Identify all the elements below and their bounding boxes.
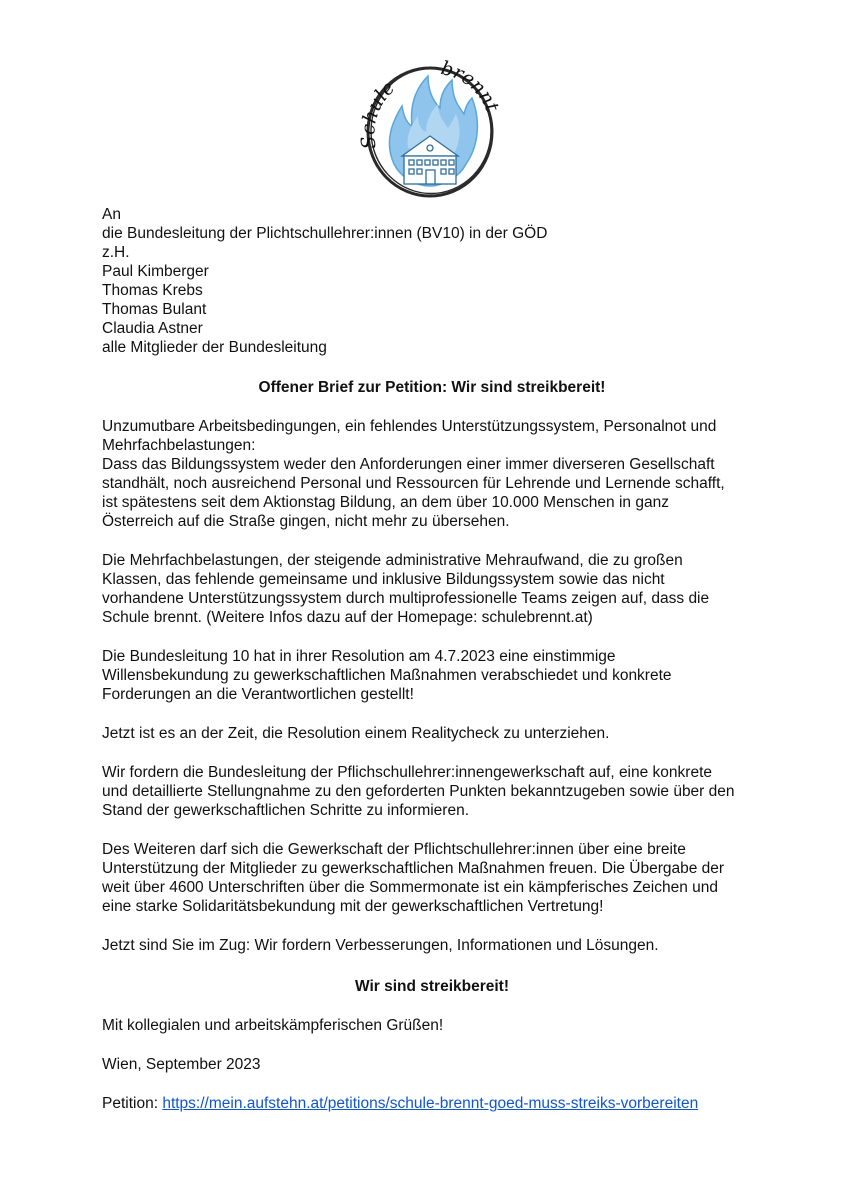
paragraph-3 (102, 647, 762, 704)
text-line: Mehrfachbelastungen: (102, 437, 256, 454)
petition-link[interactable]: https://mein.aufstehn.at/petitions/schule-brennt-goed-muss-streiks-vorbereiten (162, 1095, 699, 1112)
text-line: vorhandene Unterstützungssystem durch multiprofessionelle Teams zeigen auf, dass die (102, 590, 710, 607)
closing-line: Mit kollegialen und arbeitskämpferischen Grüßen! (102, 1017, 444, 1034)
place-date: Wien, September 2023 (102, 1056, 261, 1073)
text-line: Die Bundesleitung 10 hat in ihrer Resolution am 4.7.2023 eine einstimmige (102, 648, 616, 665)
paragraph-4 (102, 724, 762, 743)
address-line: die Bundesleitung der Plichtschullehrer:innen (BV10) in der GÖD (102, 225, 548, 242)
text-line: Wir fordern die Bundesleitung der Pflichschullehrer:innengewerkschaft auf, eine konkrete (102, 764, 713, 781)
text-line: Des Weiteren darf sich die Gewerkschaft der Pflichtschullehrer:innen über eine breite (102, 841, 686, 858)
paragraph-7 (102, 936, 762, 955)
recipient-name: Thomas Bulant (102, 301, 207, 318)
text-line: Dass das Bildungssystem weder den Anforderungen einer immer diverseren Gesellschaft (102, 456, 715, 473)
text-line: Willensbekundung zu gewerkschaftlichen Maßnahmen verabschiedet und konkrete (102, 667, 672, 684)
recipient-name: Claudia Astner (102, 320, 203, 337)
address-line: alle Mitglieder der Bundesleitung (102, 339, 327, 356)
recipient-name: Thomas Krebs (102, 282, 203, 299)
address-line: An (102, 206, 121, 223)
paragraph-1 (102, 417, 762, 531)
recipient-name: Paul Kimberger (102, 263, 209, 280)
text-line: standhält, noch ausreichend Personal und Ressourcen für Lehrende und Lernende schafft, (102, 475, 725, 492)
text-line: ist spätestens seit dem Aktionstag Bildung, an dem über 10.000 Menschen in ganz (102, 494, 669, 511)
text-line: Unterstützung der Mitglieder zu gewerkschaftlichen Maßnahmen freuen. Die Übergabe der (102, 860, 725, 877)
petition-label: Petition: (102, 1095, 159, 1112)
paragraph-2 (102, 551, 762, 627)
text-line: und detaillierte Stellungnahme zu den geforderten Punkten bekanntzugeben sowie über den (102, 783, 735, 800)
text-line: eine starke Solidaritätsbekundung mit der gewerkschaftlichen Vertretung! (102, 898, 604, 915)
text-line: Schule brennt. (Weitere Infos dazu auf der Homepage: schulebrennt.at) (102, 609, 593, 626)
text-line: Klassen, das fehlende gemeinsame und inklusive Bildungssystem sowie das nicht (102, 571, 665, 588)
svg-text:Schule: Schule (357, 76, 400, 151)
text-line: Forderungen an die Verantwortlichen gestellt! (102, 686, 414, 703)
text-line: Stand der gewerkschaftlichen Schritte zu informieren. (102, 802, 470, 819)
text-line: weit über 4600 Unterschriften über die Sommermonate ist ein kämpferisches Zeichen und (102, 879, 719, 896)
text-line: Unzumutbare Arbeitsbedingungen, ein fehlendes Unterstützungssystem, Personalnot und (102, 418, 717, 435)
address-line: z.H. (102, 244, 130, 261)
text-line: Die Mehrfachbelastungen, der steigende administrative Mehraufwand, die zu großen (102, 552, 683, 569)
petition-line (102, 1094, 762, 1113)
letter-title: Offener Brief zur Petition: Wir sind streikbereit! (258, 379, 606, 396)
recipient-block (102, 205, 762, 357)
text-line: Jetzt sind Sie im Zug: Wir fordern Verbesserungen, Informationen und Lösungen. (102, 937, 659, 954)
text-line: Österreich auf die Straße gingen, nicht mehr zu übersehen. (102, 513, 510, 530)
letter-body (102, 205, 762, 1113)
text-line: Jetzt ist es an der Zeit, die Resolution einem Realitycheck zu unterziehen. (102, 725, 610, 742)
logo-graphic (348, 52, 512, 202)
schule-brennt-logo (348, 52, 512, 202)
paragraph-5 (102, 763, 762, 820)
svg-text:brennt: brennt (438, 57, 504, 116)
slogan: Wir sind streikbereit! (354, 978, 510, 995)
paragraph-6 (102, 840, 762, 916)
